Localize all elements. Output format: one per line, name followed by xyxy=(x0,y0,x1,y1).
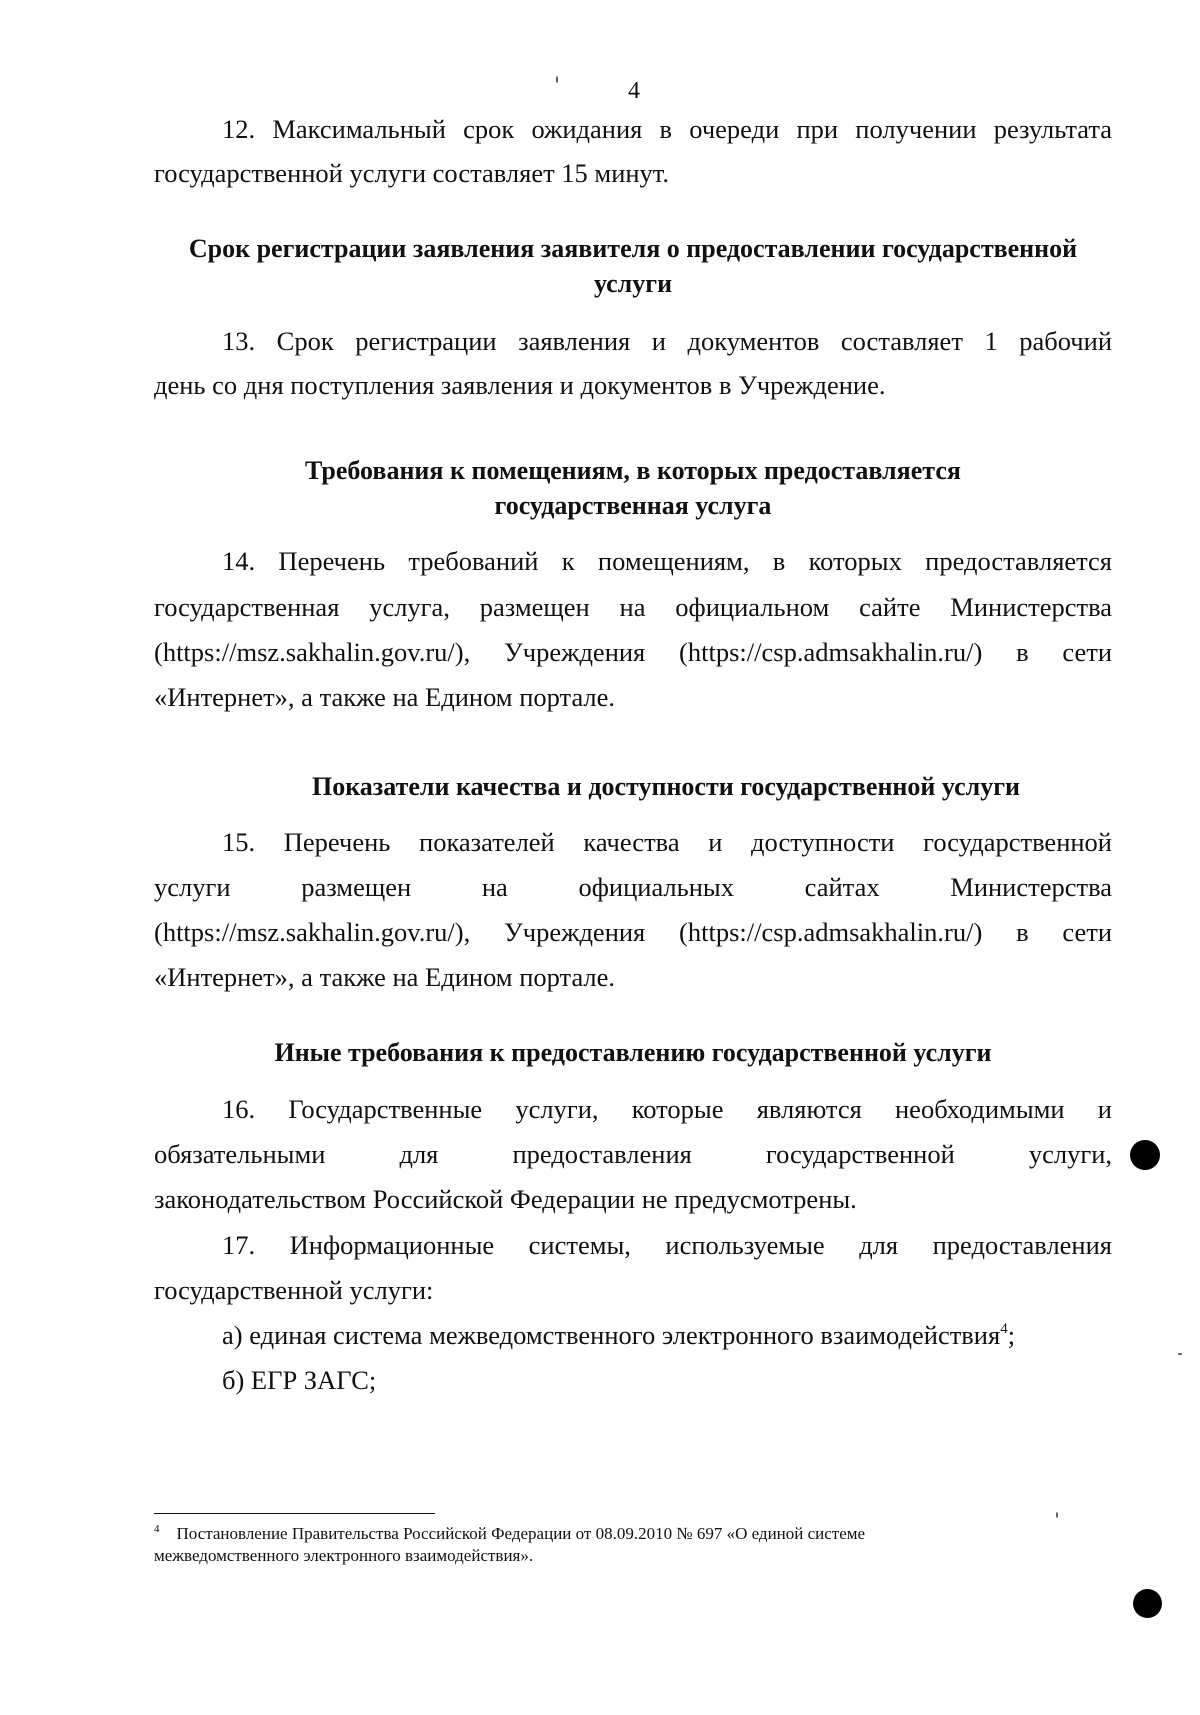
paragraph-13-line-2: день со дня поступления заявления и документов в Учреждение. xyxy=(154,370,886,400)
heading-premises-line-2: государственная услуга xyxy=(494,491,772,520)
scan-speck xyxy=(1056,1512,1058,1518)
footnote-text-1: Постановление Правительства Российской Федерации от 08.09.2010 № 697 «О единой системе xyxy=(176,1524,866,1543)
paragraph-15-line-2: услуги размещен на официальных сайтах Министерства xyxy=(154,872,1112,902)
heading-registration-line-1: Срок регистрации заявления заявителя о предоставлении государственной xyxy=(188,234,1078,263)
heading-quality: Показатели качества и доступности государственной услуги xyxy=(311,772,1021,801)
paragraph-16-line-1: 16. Государственные услуги, которые являются необходимыми и xyxy=(222,1094,1112,1124)
paragraph-15-line-1: 15. Перечень показателей качества и доступности государственной xyxy=(222,827,1112,857)
paragraph-15-line-4: «Интернет», а также на Едином портале. xyxy=(154,962,616,992)
paragraph-15-line-3: (https://msz.sakhalin.gov.ru/), Учреждения (https://csp.admsakhalin.ru/) в сети xyxy=(154,917,1112,947)
paragraph-14-line-1: 14. Перечень требований к помещениям, в которых предоставляется xyxy=(222,546,1112,576)
paragraph-14-line-2: государственная услуга, размещен на официальном сайте Министерства xyxy=(154,592,1112,622)
scan-speck xyxy=(1178,1353,1182,1355)
paragraph-17-line-1: 17. Информационные системы, используемые для предоставления xyxy=(222,1230,1112,1260)
scan-speck xyxy=(556,76,558,83)
footnote-line-2: межведомственного электронного взаимодействия». xyxy=(154,1546,534,1565)
list-item-a-text: а) единая система межведомственного электронного взаимодействия xyxy=(222,1320,1001,1350)
paragraph-14-line-4: «Интернет», а также на Едином портале. xyxy=(154,682,616,712)
page-number: 4 xyxy=(628,78,640,104)
paragraph-13-line-1: 13. Срок регистрации заявления и документов составляет 1 рабочий xyxy=(222,326,1112,356)
paragraph-16-line-3: законодательством Российской Федерации не предусмотрены. xyxy=(154,1184,857,1214)
list-item-a xyxy=(222,1322,1112,1349)
heading-other-requirements: Иные требования к предоставлению государственной услуги xyxy=(274,1038,992,1067)
footnote-reference: 4 xyxy=(1000,1321,1008,1337)
paragraph-14-line-3: (https://msz.sakhalin.gov.ru/), Учреждения (https://csp.admsakhalin.ru/) в сети xyxy=(154,637,1112,667)
footnote-separator xyxy=(154,1513,435,1514)
list-item-a-end: ; xyxy=(1007,1320,1016,1350)
paragraph-16-line-2: обязательными для предоставления государственной услуги, xyxy=(154,1139,1112,1169)
list-item-b: б) ЕГР ЗАГС; xyxy=(222,1365,377,1395)
heading-premises-line-1: Требования к помещениям, в которых предоставляется xyxy=(305,456,961,485)
footnote-mark: 4 xyxy=(154,1523,160,1535)
paragraph-17-line-2: государственной услуги: xyxy=(154,1275,434,1305)
scan-hole-mark xyxy=(1133,1589,1162,1618)
paragraph-12-line-2: государственной услуги составляет 15 минут. xyxy=(154,158,670,188)
heading-registration-line-2: услуги xyxy=(593,269,673,298)
paragraph-12-line-1: 12. Максимальный срок ожидания в очереди при получении результата xyxy=(222,114,1112,144)
footnote-line-1 xyxy=(154,1525,1112,1542)
scan-hole-mark xyxy=(1130,1140,1160,1170)
